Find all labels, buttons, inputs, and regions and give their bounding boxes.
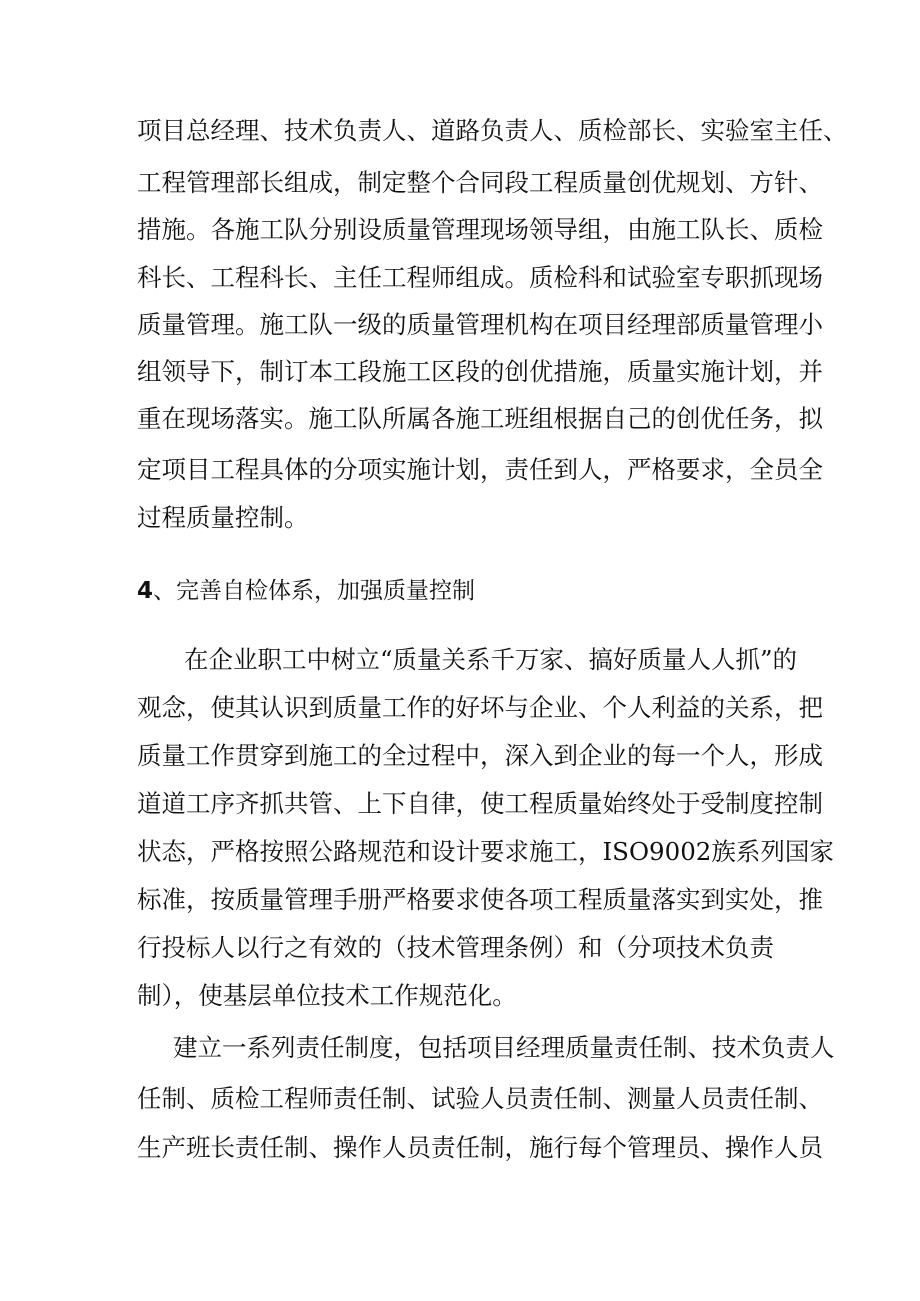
section-heading bbox=[137, 576, 475, 606]
paragraph-line: 项目总经理、技术负责人、道路负责人、质检部长、实验室主任、 bbox=[137, 116, 848, 145]
paragraph-line: 措施。各施工队分别设质量管理现场领导组，由施工队长、质检 bbox=[137, 215, 823, 244]
paragraph-line: 工程管理部长组成，制定整个合同段工程质量创优规划、方针、 bbox=[137, 168, 823, 197]
paragraph-line: 组领导下，制订本工段施工区段的创优措施，质量实施计划，并 bbox=[137, 357, 823, 386]
paragraph-line: 制），使基层单位技术工作规范化。 bbox=[137, 981, 517, 1010]
paragraph-line: 行投标人以行之有效的（技术管理条例）和（分项技术负责 bbox=[137, 933, 774, 962]
paragraph-line: 质量工作贯穿到施工的全过程中，深入到企业的每一个人，形成 bbox=[137, 741, 823, 770]
paragraph-line: 在企业职工中树立“质量关系千万家、搞好质量人人抓”的 bbox=[184, 645, 798, 674]
paragraph-line: 定项目工程具体的分项实施计划，责任到人，严格要求，全员全 bbox=[137, 455, 823, 484]
paragraph-line: 状态，严格按照公路规范和设计要求施工，ISO9002族系列国家 bbox=[137, 837, 834, 866]
section-title: 、完善自检体系，加强质量控制 bbox=[153, 578, 476, 604]
paragraph-line: 质量管理。施工队一级的质量管理机构在项目经理部质量管理小 bbox=[137, 310, 823, 339]
paragraph-line: 科长、工程科长、主任工程师组成。质检科和试验室专职抓现场 bbox=[137, 263, 823, 292]
paragraph-line: 标准，按质量管理手册严格要求使各项工程质量落实到实处，推 bbox=[137, 885, 823, 914]
section-number: 4 bbox=[137, 578, 154, 604]
paragraph-line: 生产班长责任制、操作人员责任制，施行每个管理员、操作人员 bbox=[137, 1133, 823, 1162]
paragraph-line: 建立一系列责任制度，包括项目经理质量责任制、技术负责人 bbox=[173, 1033, 835, 1062]
paragraph-line: 过程质量控制。 bbox=[137, 503, 309, 532]
paragraph-line: 任制、质检工程师责任制、试验人员责任制、测量人员责任制、 bbox=[137, 1084, 823, 1113]
paragraph-line: 重在现场落实。施工队所属各施工班组根据自己的创优任务，拟 bbox=[137, 404, 823, 433]
paragraph-line: 道道工序齐抓共管、上下自律，使工程质量始终处于受制度控制 bbox=[137, 789, 823, 818]
paragraph-line: 观念，使其认识到质量工作的好坏与企业、个人利益的关系，把 bbox=[137, 693, 823, 722]
